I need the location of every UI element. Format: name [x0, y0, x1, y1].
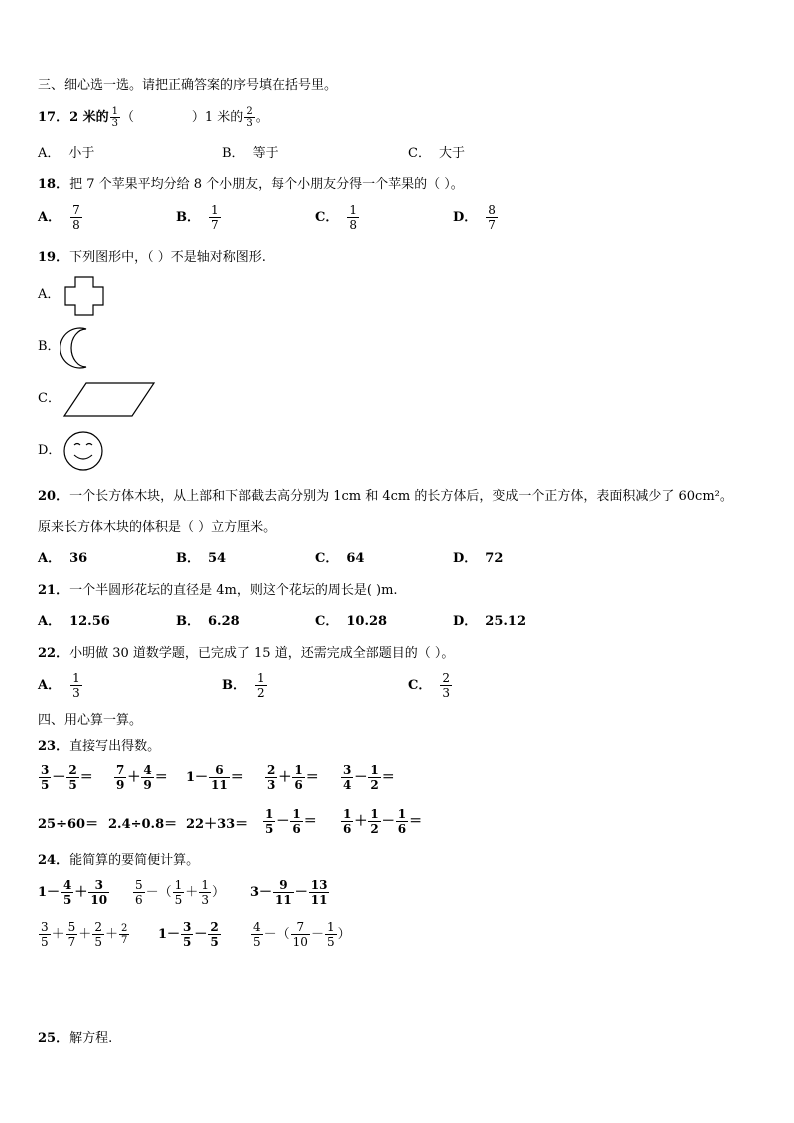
q17-text-3: 。 — [255, 109, 269, 125]
q18-text: 把 7 个苹果平均分给 8 个小朋友，每个小朋友分得一个苹果的（ ）。 — [69, 177, 464, 192]
q18-number: 18． — [38, 177, 70, 192]
q21-text: 一个半圆形花坛的直径是 4m，则这个花坛的周长是( )m. — [69, 583, 398, 598]
q24-expression-1: 1－ 4 5 ＋ 3 10 — [38, 878, 108, 907]
q19-stem — [38, 250, 266, 266]
q20-number: 20． — [38, 489, 70, 504]
q17-number: 17． — [38, 109, 70, 125]
q18-option-b[interactable]: B． 1 7 — [176, 203, 219, 232]
q24-stem — [38, 853, 199, 869]
q24-expression-3: 3－ 9 11 － 13 11 — [250, 878, 328, 907]
q21-option-b[interactable]: B． 6.28 — [176, 614, 240, 629]
q22-option-b[interactable]: B． 1 2 — [222, 671, 265, 700]
section3-title: 三、细心选一选。请把正确答案的序号填在括号里。 — [38, 78, 338, 93]
q19-option-d-label[interactable]: D． — [38, 443, 62, 458]
q20-stem-line1 — [38, 489, 733, 505]
q20-option-d[interactable]: D． 72 — [453, 551, 504, 566]
section4-title: 四、用心算一算。 — [38, 713, 143, 728]
q23-expression-10: 1 6 ＋ 1 2 － 1 6 ＝ — [343, 807, 423, 836]
q23-expression-4: 2 3 ＋ 1 6 ＝ — [267, 763, 319, 792]
q20-option-c[interactable]: C． 64 — [315, 551, 365, 566]
q23-expression-6: 25÷60＝ — [38, 817, 99, 832]
q23-expression-8: 22＋33＝ — [186, 817, 249, 832]
q23-stem — [38, 739, 160, 755]
q20-text-line2: 原来长方体木块的体积是（ ）立方厘米。 — [38, 520, 277, 535]
q23-expression-9: 1 5 － 1 6 ＝ — [265, 807, 317, 836]
q23-expression-5: 3 4 － 1 2 ＝ — [343, 763, 395, 792]
q19-number: 19． — [38, 250, 70, 265]
q18-option-c[interactable]: C． 1 8 — [315, 203, 357, 232]
q19-option-a-label[interactable]: A． — [38, 287, 61, 302]
q21-stem — [38, 583, 398, 599]
q25-stem — [38, 1031, 112, 1047]
q23-expression-1: 3 5 － 2 5 ＝ — [41, 763, 93, 792]
q20-text-line1: 一个长方体木块，从上部和下部截去高分别为 1cm 和 4cm 的长方体后，变成一个正方体，表面积减少了 60cm²。 — [69, 489, 733, 504]
q25-number: 25． — [38, 1031, 70, 1046]
q17-stem — [38, 106, 269, 129]
q19-option-b-label[interactable]: B． — [38, 339, 61, 354]
q19-option-d-smiley-shape[interactable] — [62, 430, 104, 472]
q21-option-d[interactable]: D． 25.12 — [453, 614, 526, 629]
q22-text: 小明做 30 道数学题，已完成了 15 道，还需完成全部题目的（ ）。 — [69, 646, 455, 661]
q17-text-1: 2 米的 — [69, 109, 109, 125]
q22-number: 22． — [38, 646, 70, 661]
q19-option-c-label[interactable]: C． — [38, 391, 61, 406]
q23-number: 23． — [38, 739, 70, 754]
q23-expression-2: 7 9 ＋ 4 9 ＝ — [116, 763, 168, 792]
q21-number: 21． — [38, 583, 70, 598]
q17-text-2: （ ）1 米的 — [121, 109, 244, 125]
q24-number: 24． — [38, 853, 70, 868]
q19-option-a-cross-shape[interactable] — [62, 274, 106, 318]
q24-expression-4: 3 5 ＋ 5 7 ＋ 2 5 ＋ 2 7 — [41, 920, 128, 949]
q17-option-b[interactable]: B． 等于 — [222, 146, 279, 161]
q23-text: 直接写出得数。 — [69, 739, 161, 754]
q23-expression-7: 2.4÷0.8＝ — [108, 817, 178, 832]
q20-option-b[interactable]: B． 54 — [176, 551, 227, 566]
q24-expression-5: 1－ 3 5 － 2 5 — [158, 920, 219, 949]
q23-expression-3: 1－ 6 11 ＝ — [186, 763, 244, 792]
q24-expression-2: 5 6 －（ 1 5 ＋ 1 3 ） — [135, 878, 225, 907]
q18-stem — [38, 177, 464, 193]
q25-text: 解方程. — [69, 1031, 113, 1046]
q19-text: 下列图形中，（ ）不是轴对称图形. — [69, 250, 266, 265]
q18-option-a[interactable]: A． 7 8 — [38, 203, 80, 232]
q17-option-c[interactable]: C． 大于 — [408, 146, 465, 161]
q22-option-c[interactable]: C． 2 3 — [408, 671, 450, 700]
q24-text: 能简算的要简便计算。 — [69, 853, 200, 868]
q21-option-a[interactable]: A． 12.56 — [38, 614, 110, 629]
q22-option-a[interactable]: A． 1 3 — [38, 671, 80, 700]
q20-option-a[interactable]: A． 36 — [38, 551, 88, 566]
q18-option-d[interactable]: D． 8 7 — [453, 203, 496, 232]
q19-option-b-crescent-shape[interactable] — [60, 326, 94, 370]
q21-option-c[interactable]: C． 10.28 — [315, 614, 388, 629]
q17-fraction-2: 2 3 — [246, 106, 253, 129]
q24-expression-6: 4 5 －（ 7 10 － 1 5 ） — [253, 920, 351, 949]
q17-fraction-1: 1 3 — [111, 106, 119, 129]
q22-stem — [38, 646, 454, 662]
q17-option-a[interactable]: A． 小于 — [38, 146, 95, 161]
q19-option-c-parallelogram-shape[interactable] — [62, 380, 158, 420]
